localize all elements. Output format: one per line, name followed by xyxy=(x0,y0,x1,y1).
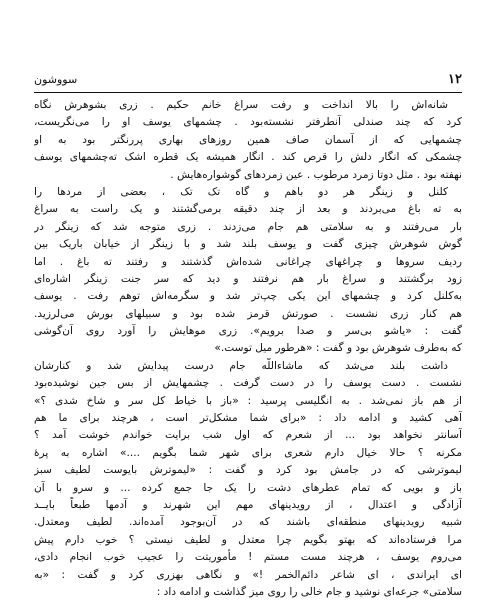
text-line: بار می‌رفتند و به سلامتی هم جام می‌زدند . زری متوجه شد که زینگر در xyxy=(34,220,462,233)
text-line: از هم باز نمی‌شد . به انگلیسی پرسید : «باز با خیاط کل سر و شاخ شدی ؟» xyxy=(34,394,462,407)
text-line: آسانتر نخواهد بود ... از شعرم که اول شب برایت خواندم خوشت آمد ؟ xyxy=(34,429,462,442)
text-line: به‌کلنل کرد و چشمهای این یکی چپ‌تر شد و سگرمه‌اش توهم رفت . یوسف xyxy=(34,290,462,303)
text-line: ای ایراندی ، ای شاعر دائم‌الخمر !» و نگاهی بهزری کرد و گفت : «به xyxy=(34,568,462,581)
text-line: لیموترشی که در جامش بود کرد و گفت : «لیموترش بایوست لطیف سبز xyxy=(34,464,462,477)
text-line: نهفته بود . مثل دوتا زمرد مرطوب . عین زمردهای گوشواره‌هایش . xyxy=(170,168,462,181)
text-line: ردیف سروها و چراغهای چراغانی شده‌اش گذشتند و رفتند ته باغ . اما xyxy=(34,255,462,268)
body-text xyxy=(34,97,462,601)
text-line: گفت : «یاشو بی‌سر و صدا برویم». زری موهایش را آورد روی آن‌گوشی xyxy=(34,325,462,338)
text-line: زود برگشتند و سراغ بار هم نرفتند و دید که سر جنت زینگر اشاره‌ای xyxy=(34,272,462,285)
text-line: کرد که چند صندلی آنطرفتر نشسته‌بود . چشمهای یوسف او را می‌نگریست، xyxy=(34,116,462,129)
text-line: گوش شوهرش چیزی گفت و یوسف بلند شد و با زینگر از خیابان باریک بین xyxy=(34,238,462,251)
text-line: مرا فرستاده‌اند که بهتو بگویم چرا معتدل و لطیف نیستی ؟ خوب دارم پیش xyxy=(34,533,462,546)
page-number: ۱۲ xyxy=(448,72,462,87)
page-header xyxy=(34,70,462,90)
text-line: نشست . دست یوسف را در دست گرفت . چشمهایش از بس جین نوشیده‌بود xyxy=(34,377,462,390)
text-line: چشمکی که انگار دلش را قرص کند . انگار همیشه یک قطره اشک ته‌چشمهای یوسف xyxy=(34,151,462,164)
text-line: شبیه رویدینهای منطقه‌ای باشند که در آن‌بوجود آمده‌اند. لطیف ومعتدل. xyxy=(34,516,462,529)
running-title: سووشون xyxy=(34,73,78,86)
text-line: باز و بویی که تمام عطرهای دشت را یک جا جمع کرده ... و سرو با آن xyxy=(34,481,462,494)
text-line: می‌روم یوسف ، هرچند مست مستم ! مأموریتت را عجیب خوب انجام دادی، xyxy=(34,551,462,564)
text-line: سلامتی» جرعه‌ای نوشید و جام خالی را روی میز گذاشت و ادامه داد : xyxy=(156,585,462,598)
text-line: که به‌طرف شوهرش بود و گفت : «هرطور میل توست.» xyxy=(214,342,462,355)
text-line: چشمهایی که از آسمان صاف همین روزهای بهاری پررنگتر بود به او xyxy=(34,133,462,146)
text-line: به ته باغ می‌بردند و بعد از چند دقیقه برمی‌گشتند و یک راست به سراغ xyxy=(34,203,462,216)
header-rule xyxy=(34,92,462,93)
text-line: آهی کشید و ادامه داد : «برای شما مشکل‌تر است ، هرچند برای ما هم xyxy=(34,412,462,425)
text-line: کلنل و زینگر هر دو باهم و گاه تک تک ، بعضی از مردها را xyxy=(34,185,448,198)
text-line: شانه‌اش را بالا انداخت و رفت سراغ خانم حکیم . زری بشوهرش نگاه xyxy=(34,99,448,111)
text-line: آزادگی و اعتدال ، از رویدینهای مهم این شهرند و آدمها طبعاً بایــد xyxy=(34,498,462,511)
text-line: هم کنار زری نشست . صورتش قرمز شده بود و سبیلهای بورش می‌لرزید. xyxy=(34,307,462,320)
text-line: داشت بلند می‌شد که ماشاءاللّه جام درست پیدایش شد و کنارشان xyxy=(34,359,448,372)
text-line: مکرنه ؟ حالا خیال دارم شعری برای شهر شما بگویم ....» اشاره به پرهٔ xyxy=(34,446,462,459)
